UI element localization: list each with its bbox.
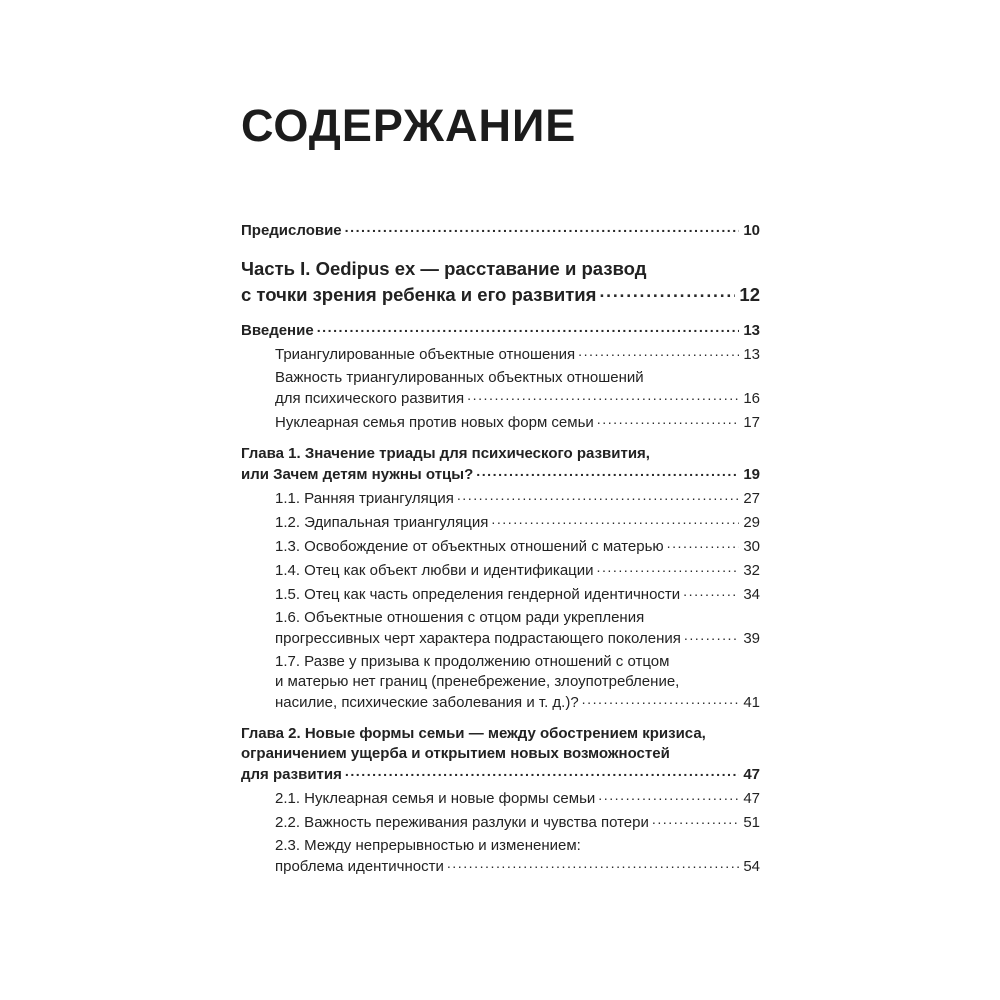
toc-entry — [241, 812, 760, 833]
toc-entry-last-line — [275, 412, 760, 433]
page-title: СОДЕРЖАНИЕ — [241, 100, 577, 151]
toc-entry — [241, 724, 760, 785]
page-number: 19 — [743, 466, 760, 483]
dot-leader — [667, 536, 740, 551]
toc-list — [241, 220, 760, 877]
toc-entry-line: 1.7. Разве у призыва к продолжению отношений с отцом — [275, 653, 670, 670]
toc-entry-label: 1.4. Отец как объект любви и идентификации — [275, 562, 594, 579]
toc-entry — [241, 652, 760, 713]
page-number: 34 — [743, 586, 760, 603]
toc-entry-last-line — [275, 628, 760, 649]
toc-entry-last-line — [275, 788, 760, 809]
dot-leader — [476, 464, 739, 479]
toc-entry — [241, 320, 760, 341]
page-number: 30 — [743, 538, 760, 555]
toc-entry-label: прогрессивных черт характера подрастающего поколения — [275, 630, 681, 647]
toc-entry-label: Нуклеарная семья против новых форм семьи — [275, 414, 594, 431]
dot-leader — [652, 812, 739, 827]
toc-entry-last-line — [275, 512, 760, 533]
toc-entry-line: Важность триангулированных объектных отношений — [275, 369, 644, 386]
toc-entry-label: или Зачем детям нужны отцы? — [241, 466, 474, 483]
toc-entry-label: для психического развития — [275, 390, 465, 407]
dot-leader — [457, 488, 739, 503]
toc-entry — [241, 560, 760, 581]
dot-leader — [598, 788, 739, 803]
dot-leader — [447, 856, 739, 871]
dot-leader — [317, 320, 740, 335]
dot-leader — [599, 283, 735, 302]
toc-entry — [241, 344, 760, 365]
toc-entry — [241, 256, 760, 308]
toc-entry-last-line — [275, 388, 760, 409]
page-number: 27 — [743, 490, 760, 507]
toc-entry-last-line — [241, 464, 760, 485]
toc-entry — [241, 444, 760, 485]
toc-entry-label: 2.2. Важность переживания разлуки и чувства потери — [275, 814, 649, 831]
toc-entry-last-line — [275, 344, 760, 365]
toc-entry — [241, 788, 760, 809]
page-number: 16 — [743, 390, 760, 407]
dot-leader — [491, 512, 739, 527]
toc-entry — [241, 412, 760, 433]
toc-entry — [241, 368, 760, 409]
toc-entry-label: 1.5. Отец как часть определения гендерной идентичности — [275, 586, 681, 603]
page-number: 51 — [743, 814, 760, 831]
toc-entry-label: 1.3. Освобождение от объектных отношений с матерью — [275, 538, 664, 555]
dot-leader — [467, 388, 739, 403]
toc-entry-label: с точки зрения ребенка и его развития — [241, 284, 597, 305]
toc-entry-line: и матерью нет границ (пренебрежение, злоупотребление, — [275, 673, 680, 690]
toc-entry-last-line — [241, 764, 760, 785]
dot-leader — [597, 560, 740, 575]
toc-entry-last-line — [275, 488, 760, 509]
toc-entry-line: ограничением ущерба и открытием новых возможностей — [241, 745, 670, 762]
toc-entry — [241, 584, 760, 605]
toc-entry — [241, 488, 760, 509]
toc-entry-line: 1.6. Объектные отношения с отцом ради укрепления — [275, 609, 645, 626]
toc-entry-last-line — [241, 320, 760, 341]
page-number: 39 — [743, 630, 760, 647]
toc-entry-last-line — [241, 282, 760, 308]
page-number: 10 — [743, 222, 760, 239]
dot-leader — [345, 220, 740, 235]
toc-entry-label: 1.2. Эдипальная триангуляция — [275, 514, 489, 531]
toc-entry-label: 2.1. Нуклеарная семья и новые формы семьи — [275, 790, 596, 807]
toc-entry — [241, 836, 760, 877]
toc-entry-label: 1.1. Ранняя триангуляция — [275, 490, 454, 507]
page-number: 29 — [743, 514, 760, 531]
toc-entry — [241, 220, 760, 241]
toc-entry-line: Часть I. Oedipus ex — расставание и развод — [241, 258, 647, 279]
page-number: 17 — [743, 414, 760, 431]
toc-entry — [241, 512, 760, 533]
toc-entry-label: Предисловие — [241, 222, 342, 239]
toc-entry-last-line — [275, 856, 760, 877]
dot-leader — [345, 764, 739, 779]
toc-entry-last-line — [275, 584, 760, 605]
toc-entry-label: Триангулированные объектные отношения — [275, 346, 576, 363]
page-number: 13 — [743, 346, 760, 363]
page-number: 13 — [743, 322, 760, 339]
dot-leader — [578, 344, 739, 359]
toc-entry-label: Введение — [241, 322, 314, 339]
toc-entry-last-line — [241, 220, 760, 241]
toc-entry-label: насилие, психические заболевания и т. д.)? — [275, 694, 579, 711]
page-number: 47 — [743, 790, 760, 807]
toc-entry-line: 2.3. Между непрерывностью и изменением: — [275, 837, 581, 854]
page-number: 41 — [743, 694, 760, 711]
toc-entry-last-line — [275, 692, 760, 713]
page-number: 54 — [743, 858, 760, 875]
toc-entry-label: для развития — [241, 766, 342, 783]
dot-leader — [683, 584, 739, 599]
toc-entry-line: Глава 2. Новые формы семьи — между обострением кризиса, — [241, 725, 706, 742]
toc-entry-last-line — [275, 560, 760, 581]
dot-leader — [684, 628, 739, 643]
toc-entry-line: Глава 1. Значение триады для психического развития, — [241, 445, 650, 462]
page-number: 32 — [743, 562, 760, 579]
toc-entry — [241, 536, 760, 557]
toc-content — [241, 102, 760, 877]
toc-entry — [241, 608, 760, 649]
dot-leader — [597, 412, 740, 427]
page-number: 12 — [739, 284, 760, 305]
toc-entry-last-line — [275, 536, 760, 557]
toc-entry-label: проблема идентичности — [275, 858, 444, 875]
page-number: 47 — [743, 766, 760, 783]
dot-leader — [582, 692, 740, 707]
toc-entry-last-line — [275, 812, 760, 833]
